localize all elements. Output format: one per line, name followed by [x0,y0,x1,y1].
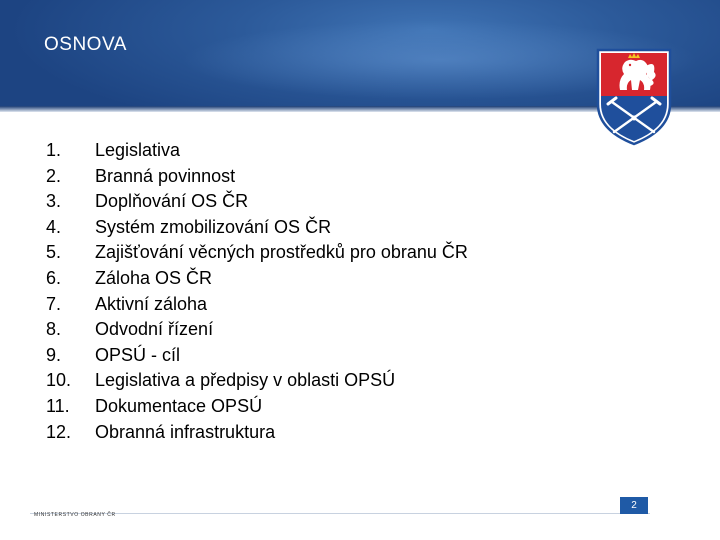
footer-divider [30,513,650,514]
agenda-number: 5. [46,242,62,263]
agenda-number: 12. [46,421,72,442]
page-number-badge: 2 [620,497,648,514]
agenda-text: Legislativa a předpisy v oblasti OPSÚ [95,370,396,391]
agenda-number: 11. [46,395,70,416]
footer-organization: MINISTERSTVO OBRANY ČR [34,512,116,518]
agenda-text: Záloha OS ČR [95,267,213,288]
agenda-number: 4. [46,216,62,237]
agenda-number: 9. [46,344,62,365]
agenda-text: Obranná infrastruktura [95,421,276,442]
agenda-number: 10. [46,370,72,391]
agenda-text: Dokumentace OPSÚ [95,395,263,416]
agenda-text: Branná povinnost [95,165,236,186]
agenda-text: Odvodní řízení [95,319,214,340]
agenda-text: Systém zmobilizování OS ČR [95,216,332,237]
agenda-number: 3. [46,191,62,212]
agenda-number: 6. [46,267,62,288]
czech-army-emblem-icon [594,46,674,146]
agenda-number: 1. [46,140,62,160]
slide-title: OSNOVA [44,34,127,55]
agenda-number: 7. [46,293,62,314]
agenda-number: 2. [46,165,62,186]
agenda-number: 8. [46,319,62,340]
agenda-text: Legislativa [95,140,181,160]
agenda-text: Doplňování OS ČR [95,191,249,212]
agenda-text: Zajišťování věcných prostředků pro obranu ČR [95,242,468,263]
agenda-text: OPSÚ - cíl [95,344,181,365]
agenda-text: Aktivní záloha [95,293,208,314]
